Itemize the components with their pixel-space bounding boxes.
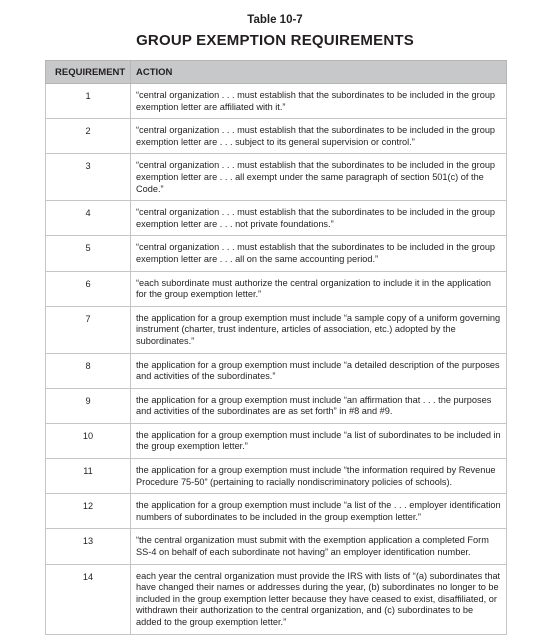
requirement-action: each year the central organization must provide the IRS with lists of “(a) subordinates that have changed their names or addresses during the year, (b) subordinates no longer to be included in the group exemption letter because they have ceased to exist, disaffiliated, or withdrawn their authorization to the central organization, and (c) subordinates to be added to the group exemption letter.” bbox=[131, 564, 507, 634]
requirement-number: 8 bbox=[46, 353, 131, 388]
requirement-action: “central organization . . . must establish that the subordinates to be included in the group exemption letter are . . . all on the same accounting period.” bbox=[131, 236, 507, 271]
table-row bbox=[46, 353, 507, 388]
table-row bbox=[46, 423, 507, 458]
requirements-table bbox=[45, 60, 507, 635]
requirement-action: the application for a group exemption must include “a detailed description of the purposes and activities of the subordinates.” bbox=[131, 353, 507, 388]
table-row bbox=[46, 236, 507, 271]
table-row bbox=[46, 201, 507, 236]
table-row bbox=[46, 154, 507, 201]
table-row bbox=[46, 494, 507, 529]
table-row bbox=[46, 119, 507, 154]
table-number: Table 10-7 bbox=[247, 14, 303, 26]
requirement-number: 7 bbox=[46, 306, 131, 353]
requirement-action: “central organization . . . must establish that the subordinates to be included in the group exemption letter are affiliated with it.” bbox=[131, 84, 507, 119]
requirement-number: 1 bbox=[46, 84, 131, 119]
requirement-number: 13 bbox=[46, 529, 131, 564]
requirement-number: 10 bbox=[46, 423, 131, 458]
requirement-number: 2 bbox=[46, 119, 131, 154]
requirement-number: 5 bbox=[46, 236, 131, 271]
requirement-action: the application for a group exemption must include “a list of subordinates to be included in the group exemption letter.” bbox=[131, 423, 507, 458]
table-row bbox=[46, 564, 507, 634]
requirement-action: “central organization . . . must establish that the subordinates to be included in the group exemption letter are . . . not private foundations.” bbox=[131, 201, 507, 236]
table-row bbox=[46, 388, 507, 423]
requirement-number: 9 bbox=[46, 388, 131, 423]
requirement-action: “the central organization must submit with the exemption application a completed Form SS-4 on behalf of each subordinate not having” an employer identification number. bbox=[131, 529, 507, 564]
table-row bbox=[46, 84, 507, 119]
requirement-action: the application for a group exemption must include “an affirmation that . . . the purposes and activities of the subordinates are as set forth” in #8 and #9. bbox=[131, 388, 507, 423]
requirement-number: 6 bbox=[46, 271, 131, 306]
requirement-number: 3 bbox=[46, 154, 131, 201]
requirement-action: “central organization . . . must establish that the subordinates to be included in the group exemption letter are . . . all exempt under the same paragraph of section 501(c) of the Code.” bbox=[131, 154, 507, 201]
column-header-action: ACTION bbox=[131, 61, 507, 84]
requirement-number: 11 bbox=[46, 459, 131, 494]
requirement-action: “each subordinate must authorize the central organization to include it in the application for the group exemption letter.” bbox=[131, 271, 507, 306]
table-title: GROUP EXEMPTION REQUIREMENTS bbox=[136, 32, 414, 49]
column-header-requirement: REQUIREMENT bbox=[46, 61, 131, 84]
requirement-action: the application for a group exemption must include “the information required by Revenue Procedure 75-50” (pertaining to racially nondiscriminatory policies of schools). bbox=[131, 459, 507, 494]
table-row bbox=[46, 459, 507, 494]
table-row bbox=[46, 271, 507, 306]
table-row bbox=[46, 529, 507, 564]
table-row bbox=[46, 306, 507, 353]
table-header-row bbox=[46, 61, 507, 84]
requirement-action: “central organization . . . must establish that the subordinates to be included in the group exemption letter are . . . subject to its general supervision or control.” bbox=[131, 119, 507, 154]
requirement-action: the application for a group exemption must include “a list of the . . . employer identification numbers of subordinates to be included in the group exemption letter.” bbox=[131, 494, 507, 529]
requirement-action: the application for a group exemption must include “a sample copy of a uniform governing instrument (charter, trust indenture, articles of association, etc.) adopted by the subordinates.” bbox=[131, 306, 507, 353]
requirement-number: 4 bbox=[46, 201, 131, 236]
requirement-number: 14 bbox=[46, 564, 131, 634]
requirement-number: 12 bbox=[46, 494, 131, 529]
